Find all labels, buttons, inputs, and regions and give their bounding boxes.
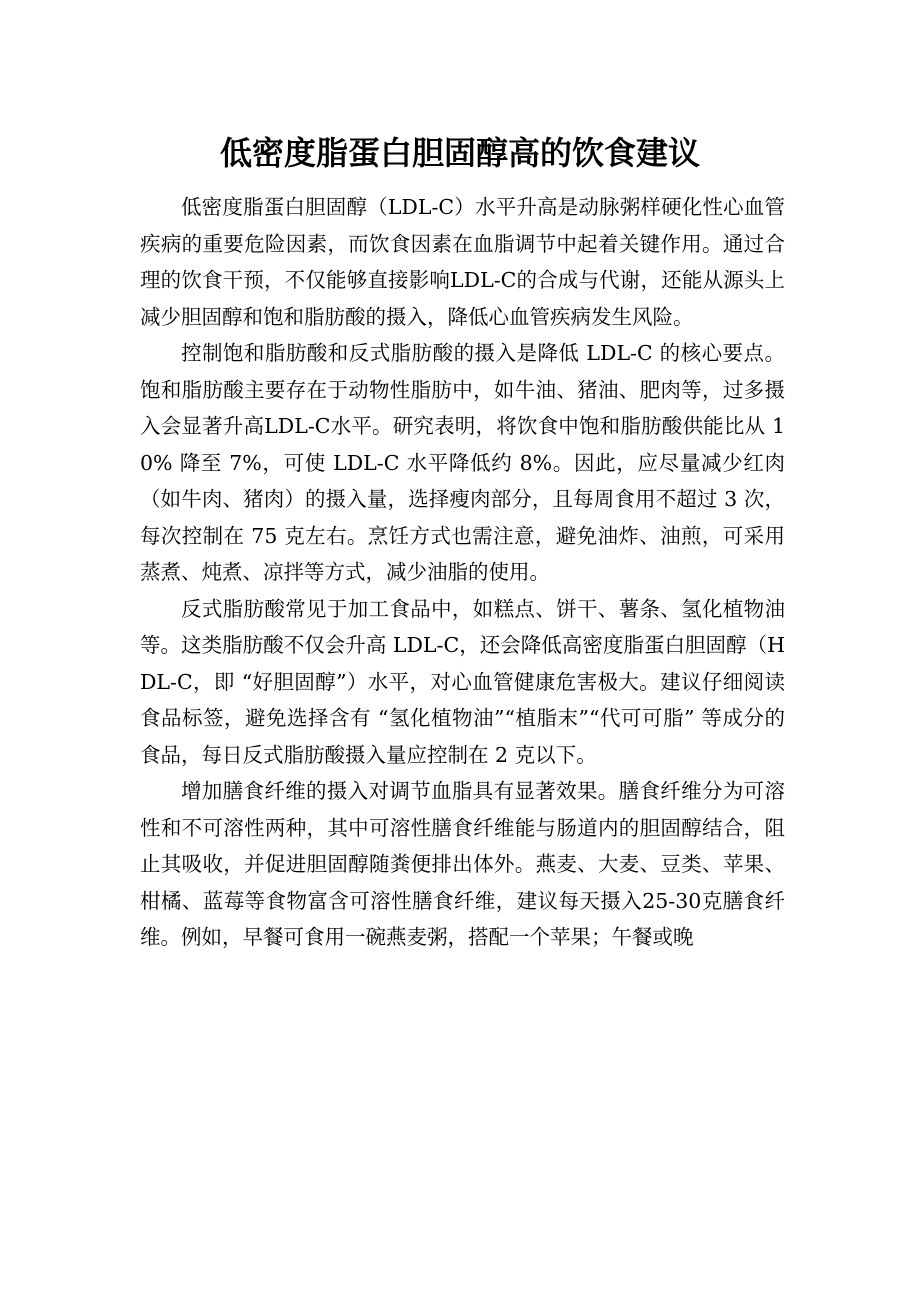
paragraph-saturated-fat: 控制饱和脂肪酸和反式脂肪酸的摄入是降低 LDL-C 的核心要点。饱和脂肪酸主要存在于动物性脂肪中，如牛油、猪油、肥肉等，过多摄入会显著升高LDL-C水平。研究表明，将饮食中饱和脂肪酸供能比从 10% 降至 7%，可使 LDL-C 水平降低约 8%。因此，应尽量减少红肉（如牛肉、猪肉）的摄入量，选择瘦肉部分，且每周食用不超过 3 次，每次控制在 75 克左右。烹饪方式也需注意，避免油炸、油煎，可采用蒸煮、炖煮、凉拌等方式，减少油脂的使用。 [140,341,785,584]
document-body [140,189,785,956]
paragraph-intro: 低密度脂蛋白胆固醇（LDL-C）水平升高是动脉粥样硬化性心血管疾病的重要危险因素，而饮食因素在血脂调节中起着关键作用。通过合理的饮食干预，不仅能够直接影响LDL-C的合成与代谢，还能从源头上减少胆固醇和饱和脂肪酸的摄入，降低心血管疾病发生风险。 [140,195,785,329]
paragraph-dietary-fiber: 增加膳食纤维的摄入对调节血脂具有显著效果。膳食纤维分为可溶性和不可溶性两种，其中可溶性膳食纤维能与肠道内的胆固醇结合，阻止其吸收，并促进胆固醇随粪便排出体外。燕麦、大麦、豆类、苹果、柑橘、蓝莓等食物富含可溶性膳食纤维，建议每天摄入25-30克膳食纤维。例如，早餐可食用一碗燕麦粥，搭配一个苹果；午餐或晚 [140,779,785,949]
document-title: 低密度脂蛋白胆固醇高的饮食建议 [219,134,700,172]
paragraph-trans-fat: 反式脂肪酸常见于加工食品中，如糕点、饼干、薯条、氢化植物油等。这类脂肪酸不仅会升高 LDL-C，还会降低高密度脂蛋白胆固醇（HDL-C，即 “好胆固醇”）水平，对心血管健康危害极大。建议仔细阅读食品标签，避免选择含有 “氢化植物油”“植脂末”“代可可脂” 等成分的食品，每日反式脂肪酸摄入量应控制在 2 克以下。 [140,596,785,767]
